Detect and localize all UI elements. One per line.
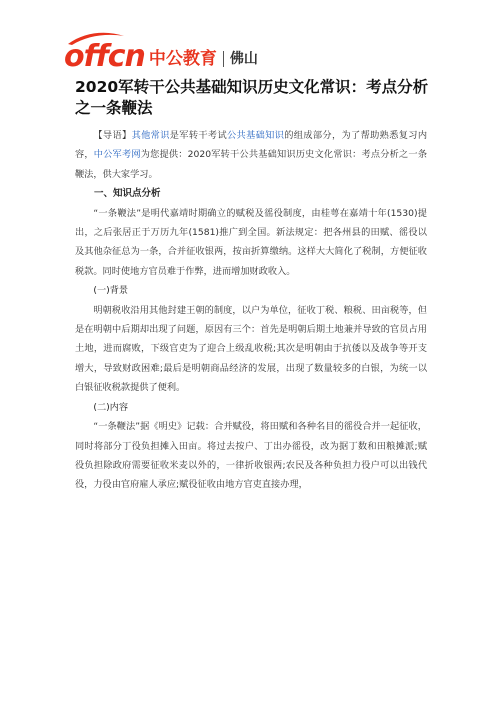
offcn-logo [64,32,258,72]
logo-wordmark [64,39,145,74]
logo-swoosh-icon [66,30,126,46]
logo-city: 佛山 [229,51,258,67]
logo-separator [223,51,224,67]
paragraph-2: 明朝税收沿用其他封建王朝的制度，以户为单位，征收丁税、粮税、田亩税等，但是在明朝中后期却出现了问题，原因有三个：首先是明朝后期土地兼并导致的官员占用土地，进而腐败，下级官吏为了迎合上级乱收税;其次是明朝由于抗倭以及战争等开支增大，导致财政困难;最后是明朝商品经济的发展，出现了数量较多的白银，为统一以白银征收税款提供了便利。 [75,304,427,394]
intro-prefix: 【导语】 [93,130,132,141]
article-title: 2020军转干公共基础知识历史文化常识：考点分析之一条鞭法 [75,78,429,117]
subheading-background: (一)背景 [93,285,129,297]
paragraph-3: “一条鞭法”据《明史》记载：合并赋役，将田赋和各种名目的徭役合并一起征收，同时将部分丁役负担摊入田亩。将过去按户、丁出办徭役，改为据丁数和田粮摊派;赋役负担除政府需要征收米麦以外的，一律折收银两;农民及各种负担力役户可以出钱代役，力役由官府雇人承应;赋役征收由地方官吏直接办理， [75,421,427,491]
logo-wordmark-text: offcn [64,39,145,74]
intro-paragraph [75,126,427,184]
subheading-content: (二)内容 [93,401,129,413]
intro-text-3: 为您提供：2020军转干公共基础知识历史文化常识：考点分析之一条鞭法，供大家学习。 [75,149,428,180]
logo-name-cn: 中公教育 [148,49,217,69]
link-other-knowledge[interactable]: 其他常识 [131,130,170,141]
article-body [75,126,427,495]
intro-text-2: 的组成部分，为了帮助熟悉复习内容， [75,130,428,161]
link-offcn-military[interactable]: 中公军考网 [93,149,141,161]
intro-text-1: 是军转干考试 [169,130,227,141]
section-heading-1: 一、知识点分析 [94,188,161,200]
link-public-knowledge[interactable]: 公共基础知识 [227,130,285,141]
paragraph-1: “一条鞭法”是明代嘉靖时期确立的赋税及徭役制度，由桂萼在嘉靖十年(1530)提出，之后张居正于万历九年(1581)推广到全国。新法规定：把各州县的田赋、徭役以及其他杂征总为一条，合并征收银两，按亩折算缴纳。这样大大简化了税制，方便征收税款。同时使地方官员难于作弊，进而增加财政收入。 [75,207,427,277]
